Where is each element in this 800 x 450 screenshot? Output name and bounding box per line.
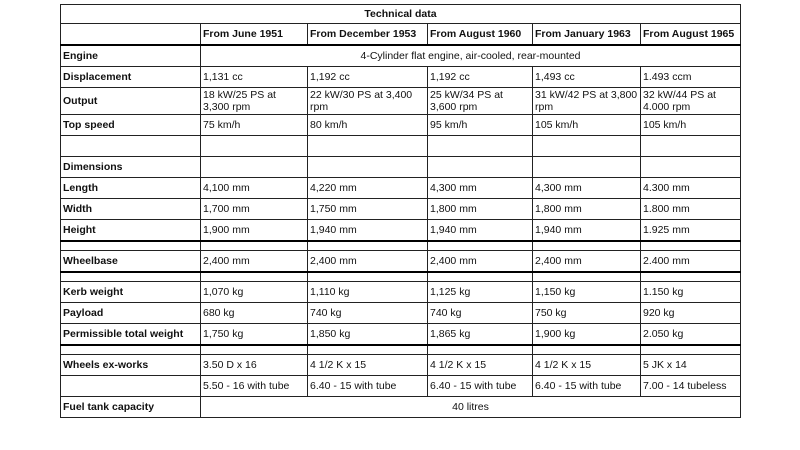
empty-cell (61, 272, 201, 282)
header-row (61, 24, 741, 46)
table-cell: 1.150 kg (641, 282, 741, 303)
table-cell: 750 kg (533, 303, 641, 324)
row-label: Width (61, 199, 201, 220)
dimensions-row (61, 157, 741, 178)
table-cell: 1.493 ccm (641, 67, 741, 88)
empty-cell (201, 345, 308, 355)
row-label: Wheelbase (61, 251, 201, 273)
spacer-row (61, 272, 741, 282)
table-cell: 1,850 kg (308, 324, 428, 346)
empty-cell (308, 241, 428, 251)
table-cell: 6.40 - 15 with tube (533, 376, 641, 397)
empty-cell (428, 241, 533, 251)
column-header: From January 1963 (533, 24, 641, 46)
total-weight-row (61, 324, 741, 346)
empty-cell (308, 157, 428, 178)
table-cell: 2.400 mm (641, 251, 741, 273)
table-cell: 1,131 cc (201, 67, 308, 88)
empty-cell (308, 136, 428, 157)
empty-cell (201, 272, 308, 282)
table-cell: 2,400 mm (428, 251, 533, 273)
table-cell: 1,125 kg (428, 282, 533, 303)
table-cell: 75 km/h (201, 115, 308, 136)
table-cell: 4 1/2 K x 15 (308, 355, 428, 376)
empty-cell (533, 241, 641, 251)
table-cell: 6.40 - 15 with tube (428, 376, 533, 397)
column-header: From December 1953 (308, 24, 428, 46)
table-title: Technical data (61, 5, 741, 24)
table-cell: 1,192 cc (428, 67, 533, 88)
column-header: From August 1960 (428, 24, 533, 46)
table-cell: 31 kW/42 PS at 3,800 rpm (533, 88, 641, 115)
engine-row (61, 45, 741, 67)
table-cell: 4,220 mm (308, 178, 428, 199)
table-cell: 5.50 - 16 with tube (201, 376, 308, 397)
table-cell: 680 kg (201, 303, 308, 324)
empty-cell (428, 136, 533, 157)
fuel-tank-row (61, 397, 741, 418)
table-cell: 1,110 kg (308, 282, 428, 303)
row-label: Top speed (61, 115, 201, 136)
kerb-weight-row (61, 282, 741, 303)
table-cell: 1.925 mm (641, 220, 741, 242)
table-cell: 95 km/h (428, 115, 533, 136)
table-cell: 3.50 D x 16 (201, 355, 308, 376)
row-label: Payload (61, 303, 201, 324)
table-cell: 6.40 - 15 with tube (308, 376, 428, 397)
table-cell: 1,070 kg (201, 282, 308, 303)
row-label: Engine (61, 45, 201, 67)
table-cell: 740 kg (308, 303, 428, 324)
table-cell: 22 kW/30 PS at 3,400 rpm (308, 88, 428, 115)
table-cell: 2,400 mm (533, 251, 641, 273)
row-label: Output (61, 88, 201, 115)
empty-cell (533, 157, 641, 178)
table-cell: 7.00 - 14 tubeless (641, 376, 741, 397)
empty-cell (61, 136, 201, 157)
spacer-row (61, 241, 741, 251)
width-row (61, 199, 741, 220)
empty-cell (201, 136, 308, 157)
table-cell: 105 km/h (641, 115, 741, 136)
table-cell: 1,900 kg (533, 324, 641, 346)
empty-row (61, 136, 741, 157)
empty-cell (201, 241, 308, 251)
table-cell: 32 kW/44 PS at 4.000 rpm (641, 88, 741, 115)
height-row (61, 220, 741, 242)
engine-value: 4-Cylinder flat engine, air-cooled, rear-mounted (201, 45, 741, 67)
empty-cell (428, 272, 533, 282)
table-cell: 4,300 mm (533, 178, 641, 199)
table-cell: 1,940 mm (533, 220, 641, 242)
top-speed-row (61, 115, 741, 136)
column-header: From June 1951 (201, 24, 308, 46)
row-label: Kerb weight (61, 282, 201, 303)
empty-cell (201, 157, 308, 178)
tyres-row (61, 376, 741, 397)
table-cell: 1,900 mm (201, 220, 308, 242)
table-title-row (61, 5, 741, 24)
row-label: Permissible total weight (61, 324, 201, 346)
table-cell: 2.050 kg (641, 324, 741, 346)
spacer-row (61, 345, 741, 355)
empty-cell (641, 272, 741, 282)
table-cell: 2,400 mm (308, 251, 428, 273)
table-cell: 1,800 mm (428, 199, 533, 220)
table-cell: 4.300 mm (641, 178, 741, 199)
row-label: Height (61, 220, 201, 242)
empty-cell (533, 272, 641, 282)
empty-cell (61, 241, 201, 251)
output-row (61, 88, 741, 115)
payload-row (61, 303, 741, 324)
table-cell: 5 JK x 14 (641, 355, 741, 376)
row-label: Length (61, 178, 201, 199)
row-label: Wheels ex-works (61, 355, 201, 376)
empty-cell (61, 376, 201, 397)
section-label: Dimensions (61, 157, 201, 178)
technical-data-table-container (60, 4, 740, 418)
table-cell: 1,700 mm (201, 199, 308, 220)
displacement-row (61, 67, 741, 88)
table-cell: 4 1/2 K x 15 (428, 355, 533, 376)
table-cell: 4 1/2 K x 15 (533, 355, 641, 376)
empty-cell (641, 136, 741, 157)
table-cell: 2,400 mm (201, 251, 308, 273)
empty-cell (308, 272, 428, 282)
wheels-row (61, 355, 741, 376)
row-label: Fuel tank capacity (61, 397, 201, 418)
table-cell: 1.800 mm (641, 199, 741, 220)
table-cell: 25 kW/34 PS at 3,600 rpm (428, 88, 533, 115)
empty-cell (428, 157, 533, 178)
empty-cell (641, 157, 741, 178)
row-label: Displacement (61, 67, 201, 88)
table-cell: 1,940 mm (308, 220, 428, 242)
empty-cell (641, 345, 741, 355)
wheelbase-row (61, 251, 741, 273)
length-row (61, 178, 741, 199)
table-cell: 920 kg (641, 303, 741, 324)
empty-cell (641, 241, 741, 251)
table-cell: 1,150 kg (533, 282, 641, 303)
table-cell: 80 km/h (308, 115, 428, 136)
table-cell: 1,940 mm (428, 220, 533, 242)
empty-cell (533, 345, 641, 355)
table-cell: 18 kW/25 PS at 3,300 rpm (201, 88, 308, 115)
fuel-tank-value: 40 litres (201, 397, 741, 418)
table-cell: 1,750 kg (201, 324, 308, 346)
table-cell: 1,192 cc (308, 67, 428, 88)
table-cell: 1,865 kg (428, 324, 533, 346)
column-header: From August 1965 (641, 24, 741, 46)
empty-cell (533, 136, 641, 157)
empty-cell (61, 345, 201, 355)
empty-cell (428, 345, 533, 355)
table-cell: 1,800 mm (533, 199, 641, 220)
empty-cell (308, 345, 428, 355)
table-cell: 4,300 mm (428, 178, 533, 199)
table-cell: 4,100 mm (201, 178, 308, 199)
table-cell: 1,750 mm (308, 199, 428, 220)
table-cell: 740 kg (428, 303, 533, 324)
header-empty-cell (61, 24, 201, 46)
table-cell: 1,493 cc (533, 67, 641, 88)
table-cell: 105 km/h (533, 115, 641, 136)
technical-data-table (60, 4, 741, 418)
